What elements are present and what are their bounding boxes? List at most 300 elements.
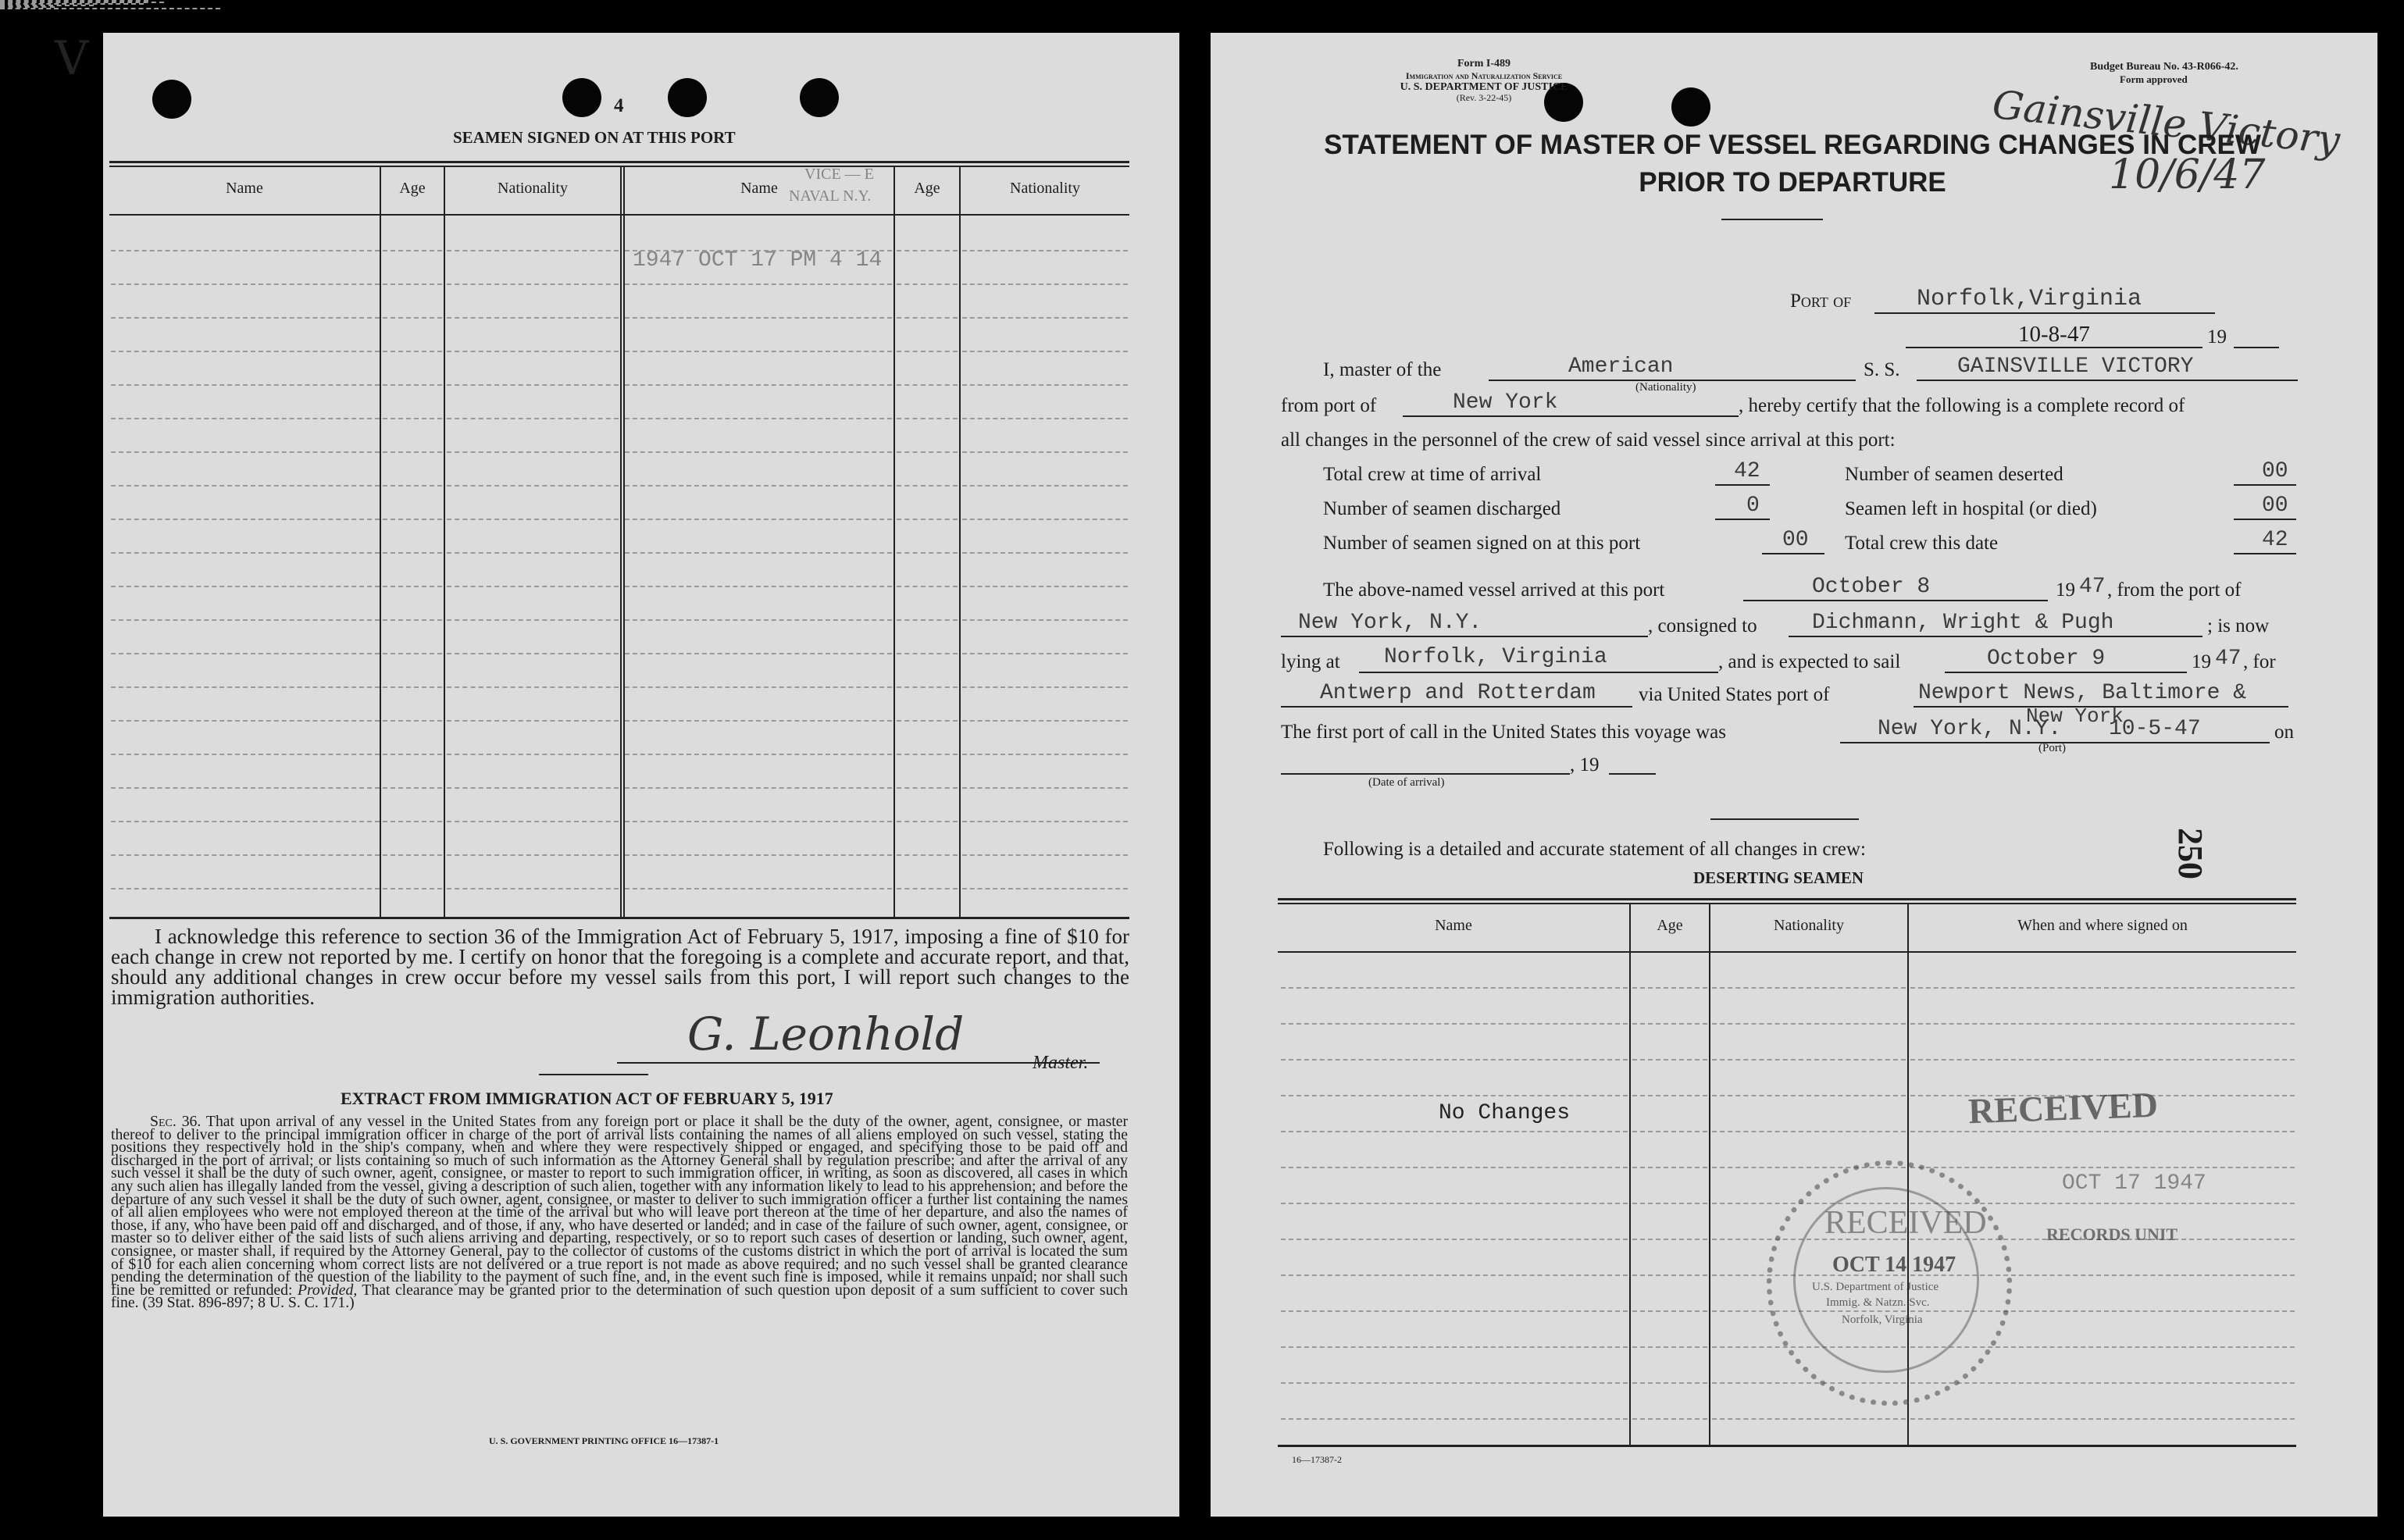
divider <box>1710 818 1859 820</box>
consignee-field-line <box>1789 636 2202 637</box>
sail-date: October 9 <box>1987 647 2106 671</box>
column-divider <box>1629 903 1631 1445</box>
row-guide-line <box>625 552 892 554</box>
row-guide-line <box>1281 987 1628 989</box>
destination-field-line <box>1281 706 1632 708</box>
destination: Antwerp and Rotterdam <box>1320 681 1596 705</box>
consigned-label: , consigned to <box>1648 615 1757 636</box>
divider <box>1721 219 1823 220</box>
form-approved: Form approved <box>2120 73 2188 85</box>
row-guide-line <box>383 754 442 755</box>
row-guide-line <box>1712 1095 1906 1096</box>
handwritten-date: 10/6/47 <box>2109 152 2266 198</box>
row-guide-line <box>383 384 442 386</box>
lying-at-value: Norfolk, Virginia <box>1384 645 1607 669</box>
faint-stamp: NAVAL N.Y. <box>789 187 872 205</box>
deserting-header-name: Name <box>1435 917 1472 934</box>
row-guide-line <box>625 787 892 789</box>
lying-at-field-line <box>1359 672 1718 673</box>
table-rule <box>109 166 1129 167</box>
divider <box>539 1074 648 1075</box>
from-port-value: New York <box>1453 390 1558 415</box>
row-guide-line <box>962 888 1128 889</box>
stat-field-line <box>1762 553 1824 554</box>
row-guide-line <box>897 619 958 621</box>
stat-field-line <box>2234 519 2296 520</box>
row-guide-line <box>962 619 1128 621</box>
row-guide-line <box>111 552 380 554</box>
via-ports: Newport News, Baltimore & <box>1918 681 2247 705</box>
row-guide-line <box>1910 987 2295 989</box>
row-guide-line <box>897 686 958 688</box>
stat-value-deserted: 00 <box>2262 459 2288 483</box>
column-header-name: Name <box>226 180 263 197</box>
date-value: 10-8-47 <box>2018 322 2090 347</box>
row-guide-line <box>111 418 380 419</box>
row-guide-line <box>962 250 1128 251</box>
row-guide-line <box>111 720 380 722</box>
row-guide-line <box>897 283 958 285</box>
row-guide-line <box>383 317 442 319</box>
row-guide-line <box>111 586 380 587</box>
deserting-header-signed-on: When and where signed on <box>2017 917 2188 934</box>
row-guide-line <box>625 317 892 319</box>
row-guide-line <box>111 653 380 654</box>
row-guide-line <box>1910 1382 2295 1384</box>
row-guide-line <box>897 854 958 856</box>
certify-line2: all changes in the personnel of the crew of said vessel since arrival at this port: <box>1281 430 1896 451</box>
row-guide-line <box>625 619 892 621</box>
row-guide-line <box>447 754 619 755</box>
row-guide-line <box>897 317 958 319</box>
deserting-header-age: Age <box>1657 917 1683 934</box>
row-guide-line <box>625 485 892 487</box>
row-guide-line <box>1910 1167 2295 1168</box>
row-guide-line <box>1632 1095 1707 1096</box>
via-label: via United States port of <box>1639 684 1830 705</box>
stat-value-total-date: 42 <box>2262 528 2288 552</box>
row-guide-line <box>111 888 380 889</box>
following-text: Following is a detailed and accurate statement of all changes in crew: <box>1323 839 1866 860</box>
row-guide-line <box>111 485 380 487</box>
row-guide-line <box>1632 1310 1707 1312</box>
table-header-rule <box>1278 951 2296 953</box>
row-guide-line <box>1632 1239 1707 1240</box>
row-guide-line <box>897 787 958 789</box>
deserting-header-nationality: Nationality <box>1774 917 1844 934</box>
row-guide-line <box>383 485 442 487</box>
row-guide-line <box>625 653 892 654</box>
row-guide-line <box>383 283 442 285</box>
first-port-date: 10-5-47 <box>2109 717 2201 741</box>
row-guide-line <box>383 888 442 889</box>
row-guide-line <box>897 451 958 453</box>
form-title: STATEMENT OF MASTER OF VESSEL REGARDING CHANGES IN CREW <box>1324 130 2261 160</box>
row-guide-line <box>962 653 1128 654</box>
on-label: on <box>2274 722 2294 743</box>
arrived-label: The above-named vessel arrived at this port <box>1323 579 1665 601</box>
row-guide-line <box>383 619 442 621</box>
row-guide-line <box>625 451 892 453</box>
stat-value-hospital: 00 <box>2262 494 2288 518</box>
row-guide-line <box>447 250 619 251</box>
row-guide-line <box>625 418 892 419</box>
department-name: U. S. DEPARTMENT OF JUSTICE <box>1400 81 1568 93</box>
stat-field-line <box>1715 484 1770 486</box>
date-arrival-year: , 19 <box>1570 754 1600 775</box>
row-guide-line <box>1712 1131 1906 1132</box>
sail-year: 47 <box>2215 647 2242 671</box>
punch-hole <box>562 78 601 117</box>
row-guide-line <box>625 720 892 722</box>
row-guide-line <box>1281 1095 1628 1096</box>
row-guide-line <box>962 821 1128 822</box>
row-guide-line <box>447 854 619 856</box>
section-title: SEAMEN SIGNED ON AT THIS PORT <box>453 128 736 147</box>
row-guide-line <box>111 317 380 319</box>
row-guide-line <box>1632 1203 1707 1204</box>
extract-body <box>111 1115 1128 1310</box>
round-stamp-service: Immig. & Natzn. Svc. <box>1826 1296 1930 1309</box>
row-guide-line <box>962 451 1128 453</box>
column-divider <box>620 166 622 917</box>
row-guide-line <box>962 754 1128 755</box>
extract-provided: Provided, <box>297 1281 358 1299</box>
row-guide-line <box>1281 1131 1628 1132</box>
first-port-value: New York, N.Y. <box>1878 717 2062 741</box>
row-guide-line <box>447 384 619 386</box>
row-guide-line <box>111 821 380 822</box>
row-guide-line <box>1910 1418 2295 1420</box>
row-guide-line <box>897 485 958 487</box>
row-guide-line <box>1281 1310 1628 1312</box>
stat-value-signed-on: 00 <box>1782 528 1809 552</box>
row-guide-line <box>383 787 442 789</box>
row-guide-line <box>383 451 442 453</box>
row-guide-line <box>111 351 380 352</box>
row-guide-line <box>1632 1382 1707 1384</box>
master-signature: G. Leonhold <box>687 1007 965 1061</box>
row-guide-line <box>962 686 1128 688</box>
row-guide-line <box>447 283 619 285</box>
from-the-port-of: , from the port of <box>2107 579 2242 601</box>
table-rule <box>109 161 1129 163</box>
row-guide-line <box>1281 1274 1628 1276</box>
row-guide-line <box>383 854 442 856</box>
date-stamp: 1947 OCT 17 PM 4 14 <box>633 248 883 273</box>
table-rule <box>1278 903 2296 904</box>
row-guide-line <box>447 418 619 419</box>
row-guide-line <box>1281 1418 1628 1420</box>
row-guide-line <box>1712 1418 1906 1420</box>
from-port-label: from port of <box>1281 395 1377 416</box>
row-guide-line <box>897 552 958 554</box>
row-guide-line <box>111 754 380 755</box>
is-now: ; is now <box>2207 615 2270 636</box>
row-guide-line <box>1632 1023 1707 1025</box>
row-guide-line <box>897 720 958 722</box>
column-header-age: Age <box>399 180 426 197</box>
arrived-year: 47 <box>2079 575 2106 599</box>
printer-note: 16—17387-2 <box>1292 1454 1342 1465</box>
row-guide-line <box>897 754 958 755</box>
date-of-arrival-caption: (Date of arrival) <box>1368 776 1445 789</box>
margin-checkmark: V <box>55 31 89 86</box>
stat-label-hospital: Seamen left in hospital (or died) <box>1845 498 2097 519</box>
stat-label-total-arrival: Total crew at time of arrival <box>1323 464 1542 485</box>
row-guide-line <box>897 250 958 251</box>
round-stamp-department: U.S. Department of Justice <box>1812 1281 1939 1293</box>
column-header-nationality: Nationality <box>1010 180 1080 197</box>
row-guide-line <box>447 720 619 722</box>
column-header-age: Age <box>914 180 940 197</box>
consignee: Dichmann, Wright & Pugh <box>1812 611 2114 635</box>
punch-hole <box>152 80 191 119</box>
row-guide-line <box>447 485 619 487</box>
stat-field-line <box>2234 553 2296 554</box>
row-guide-line <box>383 418 442 419</box>
expected-label: , and is expected to sail <box>1718 651 1901 672</box>
arrived-value: October 8 <box>1812 575 1931 599</box>
row-guide-line <box>897 586 958 587</box>
revision-date: (Rev. 3-22-45) <box>1456 92 1512 103</box>
row-guide-line <box>962 787 1128 789</box>
row-guide-line <box>447 686 619 688</box>
ship-name-field-line <box>1917 380 2298 381</box>
origin-field-line <box>1281 636 1648 637</box>
punch-hole <box>800 78 839 117</box>
port-value: Norfolk,Virginia <box>1917 286 2142 312</box>
lying-at-label: lying at <box>1281 651 1340 672</box>
round-stamp-received: RECEIVED <box>1824 1205 1987 1241</box>
row-guide-line <box>383 821 442 822</box>
handwritten-vessel: Gainsville Victory <box>1990 81 2342 164</box>
form-number: Form I-489 <box>1457 58 1511 70</box>
row-guide-line <box>111 619 380 621</box>
extract-title: EXTRACT FROM IMMIGRATION ACT OF FEBRUARY 5, 1917 <box>341 1089 833 1108</box>
row-guide-line <box>447 787 619 789</box>
table-bottom-rule <box>109 917 1129 919</box>
for-label: , for <box>2243 651 2276 672</box>
origin-port: New York, N.Y. <box>1298 611 1482 635</box>
row-guide-line <box>447 586 619 587</box>
row-guide-line <box>383 250 442 251</box>
row-guide-line <box>383 351 442 352</box>
row-guide-line <box>897 384 958 386</box>
row-guide-line <box>1281 1239 1628 1240</box>
stat-label-deserted: Number of seamen deserted <box>1845 464 2063 485</box>
document-number: 250 <box>2171 828 2210 879</box>
row-guide-line <box>897 519 958 520</box>
master-of-label: I, master of the <box>1323 359 1442 380</box>
year-prefix: 19 <box>2207 326 2227 348</box>
row-guide-line <box>111 519 380 520</box>
column-divider <box>1709 903 1710 1445</box>
page-number: 4 <box>614 95 624 116</box>
row-guide-line <box>1632 1131 1707 1132</box>
printer-note: U. S. GOVERNMENT PRINTING OFFICE 16—17387-1 <box>489 1435 719 1446</box>
certify-text: , hereby certify that the following is a complete record of <box>1739 395 2185 416</box>
row-guide-line <box>447 821 619 822</box>
nationality-caption: (Nationality) <box>1635 381 1696 394</box>
row-guide-line <box>111 686 380 688</box>
column-divider <box>380 166 381 917</box>
stat-label-total-date: Total crew this date <box>1845 533 1999 554</box>
row-guide-line <box>383 653 442 654</box>
round-stamp-location: Norfolk, Virginia <box>1842 1314 1923 1326</box>
form-subtitle: PRIOR TO DEPARTURE <box>1639 167 1946 198</box>
from-port-field-line <box>1403 415 1739 417</box>
first-port-label: The first port of call in the United States this voyage was <box>1281 722 1727 743</box>
date-of-arrival-field-line <box>1281 773 1570 775</box>
received-stamp-date: OCT 17 1947 <box>2062 1171 2206 1196</box>
row-guide-line <box>447 351 619 352</box>
row-guide-line <box>111 451 380 453</box>
stat-label-signed-on: Number of seamen signed on at this port <box>1323 533 1641 554</box>
row-guide-line <box>897 418 958 419</box>
row-guide-line <box>1281 1346 1628 1348</box>
row-guide-line <box>447 519 619 520</box>
row-guide-line <box>962 384 1128 386</box>
table-rule <box>1278 898 2296 900</box>
row-guide-line <box>962 854 1128 856</box>
signature-line <box>617 1062 1100 1064</box>
row-guide-line <box>625 384 892 386</box>
row-guide-line <box>1281 1167 1628 1168</box>
column-header-nationality: Nationality <box>498 180 568 197</box>
sail-date-field-line <box>1945 672 2187 673</box>
extract-section-label: Sec. 36. <box>150 1113 202 1130</box>
stat-field-line <box>2234 484 2296 486</box>
row-guide-line <box>1632 1346 1707 1348</box>
year-field-line <box>2234 347 2279 348</box>
row-guide-line <box>625 351 892 352</box>
no-changes-entry: No Changes <box>1439 1101 1571 1125</box>
row-guide-line <box>447 619 619 621</box>
row-guide-line <box>1712 987 1906 989</box>
row-guide-line <box>111 854 380 856</box>
table-bottom-rule <box>1278 1445 2296 1447</box>
row-guide-line <box>625 888 892 889</box>
row-guide-line <box>962 519 1128 520</box>
row-guide-line <box>897 888 958 889</box>
first-port-overwrite: New York <box>2026 704 2124 728</box>
row-guide-line <box>1712 1023 1906 1025</box>
date-of-arrival-year-line <box>1609 773 1656 775</box>
row-guide-line <box>383 586 442 587</box>
stat-value-total-arrival: 42 <box>1734 459 1760 483</box>
row-guide-line <box>383 720 442 722</box>
arrived-field-line <box>1743 600 2048 601</box>
nationality-value: American <box>1568 355 1674 379</box>
row-guide-line <box>447 653 619 654</box>
row-guide-line <box>111 787 380 789</box>
column-header-name: Name <box>740 180 778 197</box>
master-label: Master. <box>1033 1053 1089 1073</box>
row-guide-line <box>1632 987 1707 989</box>
row-guide-line <box>625 519 892 520</box>
row-guide-line <box>1910 1023 2295 1025</box>
port-field-line <box>1874 312 2215 314</box>
row-guide-line <box>1712 1059 1906 1061</box>
row-guide-line <box>625 250 892 251</box>
acknowledgment-text: I acknowledge this reference to section 36 of the Immigration Act of February 5, 1917, imposing a fine of $10 for each change in crew not reported by me. I certify on honor that the foregoing is a complete and accurate report, and that, should any additional changes in crew occur before my vessel sails from this port, I will report such changes to the immigration authorities. <box>111 925 1129 1009</box>
row-guide-line <box>447 317 619 319</box>
faint-stamp: VICE — E <box>804 166 874 183</box>
row-guide-line <box>962 720 1128 722</box>
row-guide-line <box>1281 1382 1628 1384</box>
extract-text: That upon arrival of any vessel in the United States from any foreign port or place it shall be the duty of the owner, agent, consignee, or master thereof to deliver to the principal immigration officer in charge of the port of arrival lists containing the names of all aliens employed on such vessel, stating the positions they respectively hold in the ship's company, when and where they were respectively shipped or engaged, and specifying those to be paid off and discharged in the port of arrival; or lists containing so much of such information as the Attorney General shall by regulation prescribe; and after the arrival of any such vessel it shall be the duty of such owner, agent, consignee, or master to report to such immigration officer, in writing, as soon as discovered, all cases in which any such alien has illegally landed from the vessel, giving a description of such alien, together with any information likely to lead to his apprehension; and before the departure of any such vessel it shall be the duty of such owner, agent, consignee, or master to deliver to such immigration officer a further list containing the names of all alien employees who were not employed thereon at the time of the arrival but who will leave port thereon at the time of her departure, and also the names of those, if any, who have been paid off and discharged, and of those, if any, who have deserted or landed; and in case of the failure of such owner, agent, consignee, or master so to deliver either of the said lists of such aliens arriving and departing, respectively, or so to report such cases of desertion or landing, such owner, agent, consignee, or master shall, if required by the Attorney General, pay to the collector of customs of the customs district in which the port of arrival is located the sum of $10 for each alien concerning whom correct lists are not delivered or a true report is not made as above required; and no such vessel shall be granted clearance pending the determination of the question of the liability to the payment of such fine, and, in the event such fine is imposed, while it remains unpaid; nor shall such fine be remitted or refunded: <box>111 1113 1128 1299</box>
stat-field-line <box>1715 519 1770 520</box>
row-guide-line <box>962 317 1128 319</box>
row-guide-line <box>625 754 892 755</box>
stat-label-discharged: Number of seamen discharged <box>1323 498 1561 519</box>
ss-label: S. S. <box>1864 359 1900 380</box>
row-guide-line <box>897 351 958 352</box>
row-guide-line <box>447 552 619 554</box>
row-guide-line <box>383 686 442 688</box>
row-guide-line <box>383 519 442 520</box>
table-header-rule <box>109 214 1129 216</box>
row-guide-line <box>1910 1131 2295 1132</box>
row-guide-line <box>625 854 892 856</box>
service-name: Immigration and Naturalization Service <box>1405 70 1563 81</box>
row-guide-line <box>111 384 380 386</box>
row-guide-line <box>1632 1418 1707 1420</box>
column-divider <box>623 166 625 917</box>
ship-name: GAINSVILLE VICTORY <box>1957 355 2194 379</box>
deserting-title: DESERTING SEAMEN <box>1693 868 1864 887</box>
sail-year-prefix: 19 <box>2192 651 2211 672</box>
row-guide-line <box>962 552 1128 554</box>
row-guide-line <box>962 351 1128 352</box>
row-guide-line <box>383 552 442 554</box>
row-guide-line <box>962 283 1128 285</box>
row-guide-line <box>1632 1059 1707 1061</box>
row-guide-line <box>962 586 1128 587</box>
arrived-year-prefix: 19 <box>2056 579 2075 601</box>
column-divider <box>444 166 445 917</box>
column-divider <box>959 166 961 917</box>
row-guide-line <box>1281 1203 1628 1204</box>
port-label: Port of <box>1790 291 1852 312</box>
row-guide-line <box>1281 1059 1628 1061</box>
row-guide-line <box>447 451 619 453</box>
row-guide-line <box>625 283 892 285</box>
row-guide-line <box>111 250 380 251</box>
row-guide-line <box>1632 1274 1707 1276</box>
row-guide-line <box>962 418 1128 419</box>
row-guide-line <box>447 888 619 889</box>
round-stamp-date: OCT 14 1947 <box>1832 1253 1956 1277</box>
extract-tail: That clearance may be granted prior to the determination of such question upon deposit of a sum sufficient to cover such fine. (39 Stat. 896-897; 8 U. S. C. 171.) <box>111 1281 1128 1312</box>
row-guide-line <box>897 821 958 822</box>
punch-hole <box>668 78 707 117</box>
row-guide-line <box>1632 1167 1707 1168</box>
row-guide-line <box>625 586 892 587</box>
stat-value-discharged: 0 <box>1746 494 1760 518</box>
received-stamp: RECEIVED <box>1967 1084 2159 1132</box>
row-guide-line <box>962 485 1128 487</box>
column-divider <box>893 166 895 917</box>
row-guide-line <box>1910 1059 2295 1061</box>
row-guide-line <box>897 653 958 654</box>
row-guide-line <box>1281 1023 1628 1025</box>
records-unit-stamp: RECORDS UNIT <box>2046 1225 2178 1244</box>
port-caption: (Port) <box>2038 742 2066 754</box>
leader-dots <box>0 8 220 9</box>
row-guide-line <box>625 686 892 688</box>
